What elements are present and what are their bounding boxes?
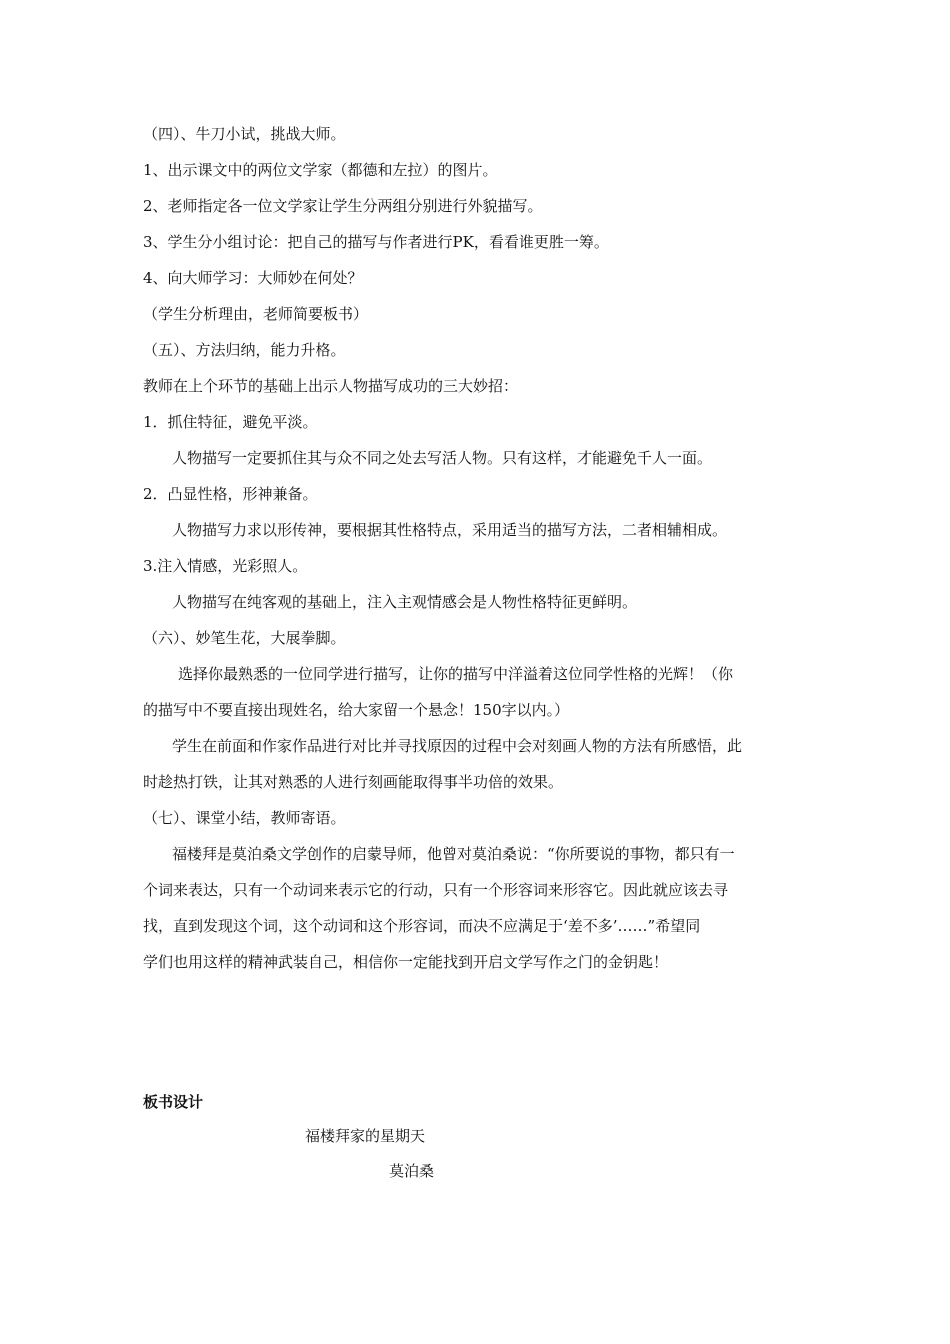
section7-line-3: 找，直到发现这个词，这个动词和这个形容词，而决不应满足于‘差不多’……”希望同	[143, 917, 701, 935]
section4-heading: （四）、牛刀小试，挑战大师。	[143, 125, 346, 143]
tip-1-title: 1．抓住特征，避免平淡。	[143, 413, 318, 431]
section6-heading: （六）、妙笔生花，大展拳脚。	[143, 629, 346, 647]
section4-item-2: 2、老师指定各一位文学家让学生分两组分别进行外貌描写。	[143, 197, 543, 215]
section6-task-line-1: 选择你最熟悉的一位同学进行描写，让你的描写中洋溢着这位同学性格的光辉！（你	[178, 665, 734, 683]
board-lesson-title: 福楼拜家的星期天	[305, 1127, 426, 1145]
section7-line-2: 个词来表达，只有一个动词来表示它的行动，只有一个形容词来形容它。因此就应该去寻	[143, 881, 729, 899]
board-design-title: 板书设计	[143, 1093, 204, 1111]
section7-line-4: 学们也用这样的精神武装自己，相信你一定能找到开启文学写作之门的金钥匙！	[143, 953, 669, 971]
section6-explain-line-1: 学生在前面和作家作品进行对比并寻找原因的过程中会对刻画人物的方法有所感悟，此	[172, 737, 743, 755]
section4-note: （学生分析理由，老师简要板书）	[143, 305, 369, 323]
section5-intro: 教师在上个环节的基础上出示人物描写成功的三大妙招：	[143, 377, 519, 395]
tip-2-body: 人物描写力求以形传神，要根据其性格特点，采用适当的描写方法，二者相辅相成。	[172, 521, 728, 539]
tip-1-body: 人物描写一定要抓住其与众不同之处去写活人物。只有这样，才能避免千人一面。	[172, 449, 713, 467]
section7-line-1: 福楼拜是莫泊桑文学创作的启蒙导师，他曾对莫泊桑说：“你所要说的事物，都只有一	[172, 845, 735, 863]
section6-task-line-2: 的描写中不要直接出现姓名，给大家留一个悬念！150字以内。）	[143, 701, 570, 719]
section4-item-4: 4、向大师学习：大师妙在何处？	[143, 269, 363, 287]
section5-heading: （五）、方法归纳，能力升格。	[143, 341, 346, 359]
tip-3-body: 人物描写在纯客观的基础上，注入主观情感会是人物性格特征更鲜明。	[172, 593, 638, 611]
section7-heading: （七）、课堂小结，教师寄语。	[143, 809, 346, 827]
section4-item-1: 1、出示课文中的两位文学家（都德和左拉）的图片。	[143, 161, 498, 179]
board-author: 莫泊桑	[389, 1162, 435, 1180]
section6-explain-line-2: 时趁热打铁，让其对熟悉的人进行刻画能取得事半功倍的效果。	[143, 773, 564, 791]
tip-2-title: 2．凸显性格，形神兼备。	[143, 485, 318, 503]
section4-item-3: 3、学生分小组讨论：把自己的描写与作者进行PK，看看谁更胜一筹。	[143, 233, 609, 251]
lesson-body	[143, 124, 813, 988]
tip-3-title: 3.注入情感，光彩照人。	[143, 557, 308, 575]
